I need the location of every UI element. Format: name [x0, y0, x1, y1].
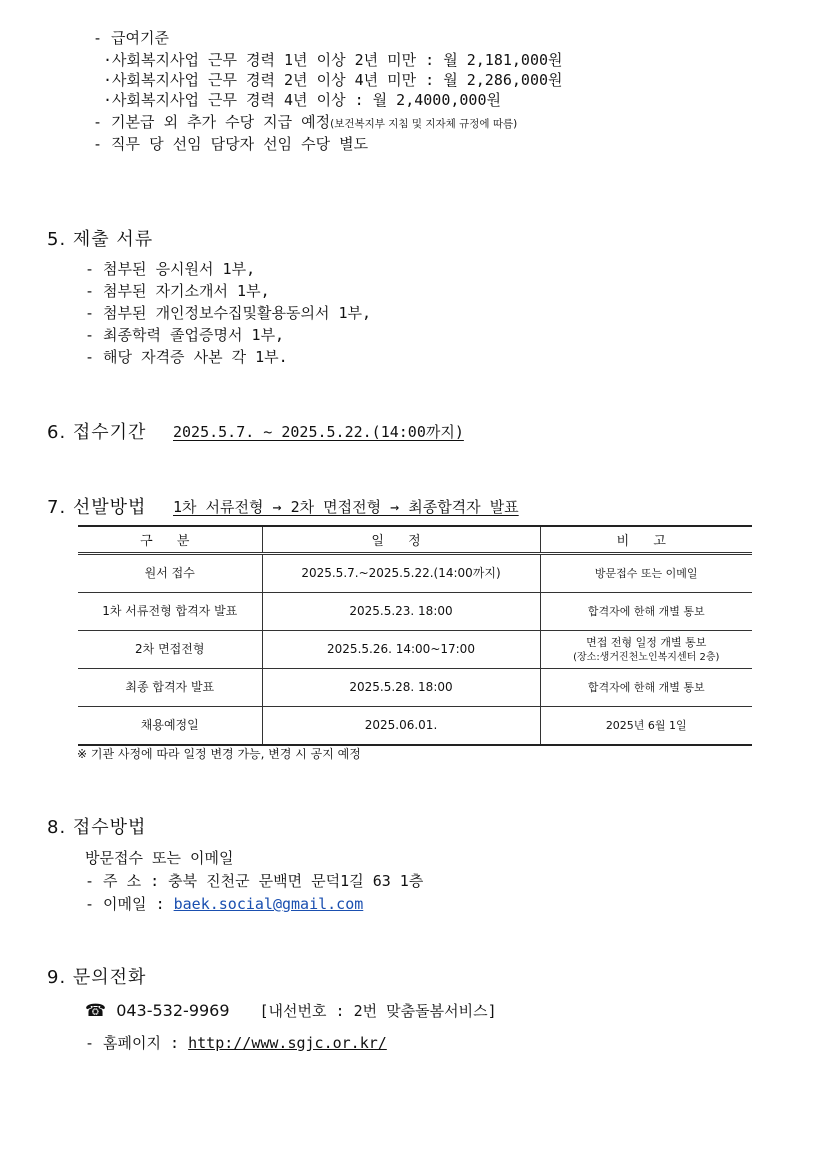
- row-category: 2차 면접전형: [78, 631, 262, 669]
- section9-title: 9. 문의전화: [47, 967, 147, 988]
- table-row: [78, 554, 752, 593]
- row-category: 원서 접수: [78, 554, 262, 593]
- phone-icon: ☎: [85, 1001, 107, 1021]
- doc-item-4: - 최종학력 졸업증명서 1부,: [85, 326, 285, 344]
- row-note: 2025년 6월 1일: [540, 707, 752, 746]
- row-note: 합격자에 한해 개별 통보: [540, 593, 752, 631]
- row-note-sub: (장소:생거진천노인복지센터 2층): [573, 651, 720, 663]
- salary-header: - 급여기준: [93, 29, 170, 47]
- doc-item-1: - 첨부된 응시원서 1부,: [85, 260, 256, 278]
- application-period: 2025.5.7. ~ 2025.5.22.(14:00까지): [173, 423, 464, 441]
- phone-line: [85, 1000, 497, 1021]
- salary-extra-note: (보건복지부 지침 및 지자체 규정에 따름): [330, 118, 518, 130]
- selection-method: 1차 서류전형 → 2차 면접전형 → 최종합격자 발표: [173, 498, 519, 516]
- email-label: - 이메일 :: [85, 895, 174, 913]
- email-line: [85, 893, 363, 914]
- row-note: 합격자에 한해 개별 통보: [540, 669, 752, 707]
- row-schedule: 2025.5.28. 18:00: [262, 669, 540, 707]
- row-category: 채용예정일: [78, 707, 262, 746]
- table-row: [78, 631, 752, 669]
- section8-title: 8. 접수방법: [47, 817, 147, 838]
- table-header-row: [78, 526, 752, 554]
- salary-extra: [93, 111, 517, 132]
- header-category: 구 분: [78, 526, 262, 554]
- salary-duty: - 직무 당 선임 담당자 선임 수당 별도: [93, 135, 369, 153]
- row-category: 1차 서류전형 합격자 발표: [78, 593, 262, 631]
- header-schedule: 일 정: [262, 526, 540, 554]
- row-note-main: 면접 전형 일정 개별 통보: [586, 635, 707, 649]
- salary-extra-main: - 기본급 외 추가 수당 지급 예정: [93, 113, 331, 131]
- table-row: [78, 593, 752, 631]
- row-schedule: 2025.5.23. 18:00: [262, 593, 540, 631]
- schedule-footnote: ※ 기관 사정에 따라 일정 변경 가능, 변경 시 공지 예정: [77, 747, 361, 761]
- section5-title: 5. 제출 서류: [47, 229, 154, 250]
- row-note: [540, 631, 752, 669]
- schedule-table: [78, 525, 752, 746]
- row-category: 최종 합격자 발표: [78, 669, 262, 707]
- salary-item-3: ·사회복지사업 근무 경력 4년 이상 : 월 2,4000,000원: [103, 91, 501, 109]
- homepage-link[interactable]: http://www.sgjc.or.kr/: [188, 1034, 387, 1052]
- phone-number: 043-532-9969: [116, 1001, 230, 1020]
- salary-item-2: ·사회복지사업 근무 경력 2년 이상 4년 미만 : 월 2,286,000원: [103, 71, 563, 89]
- row-note: 방문접수 또는 이메일: [540, 554, 752, 593]
- submission-method: 방문접수 또는 이메일: [85, 849, 234, 867]
- header-note: 비 고: [540, 526, 752, 554]
- phone-extension: [내선번호 : 2번 맞춤돌봄서비스]: [259, 1002, 497, 1020]
- section7-title: 7. 선발방법: [47, 497, 147, 518]
- email-link[interactable]: baek.social@gmail.com: [173, 895, 364, 913]
- homepage-label: - 홈페이지 :: [85, 1034, 189, 1052]
- table-row: [78, 669, 752, 707]
- section6-title: 6. 접수기간: [47, 422, 147, 443]
- doc-item-2: - 첨부된 자기소개서 1부,: [85, 282, 270, 300]
- doc-item-5: - 해당 자격증 사본 각 1부.: [85, 348, 288, 366]
- homepage-line: [85, 1032, 387, 1053]
- row-schedule: 2025.06.01.: [262, 707, 540, 746]
- row-schedule: 2025.5.7.~2025.5.22.(14:00까지): [262, 554, 540, 593]
- table-row: [78, 707, 752, 746]
- row-schedule: 2025.5.26. 14:00~17:00: [262, 631, 540, 669]
- salary-item-1: ·사회복지사업 근무 경력 1년 이상 2년 미만 : 월 2,181,000원: [103, 51, 563, 69]
- address-line: - 주 소 : 충북 진천군 문백면 문덕1길 63 1층: [85, 872, 424, 890]
- doc-item-3: - 첨부된 개인정보수집및활용동의서 1부,: [85, 304, 372, 322]
